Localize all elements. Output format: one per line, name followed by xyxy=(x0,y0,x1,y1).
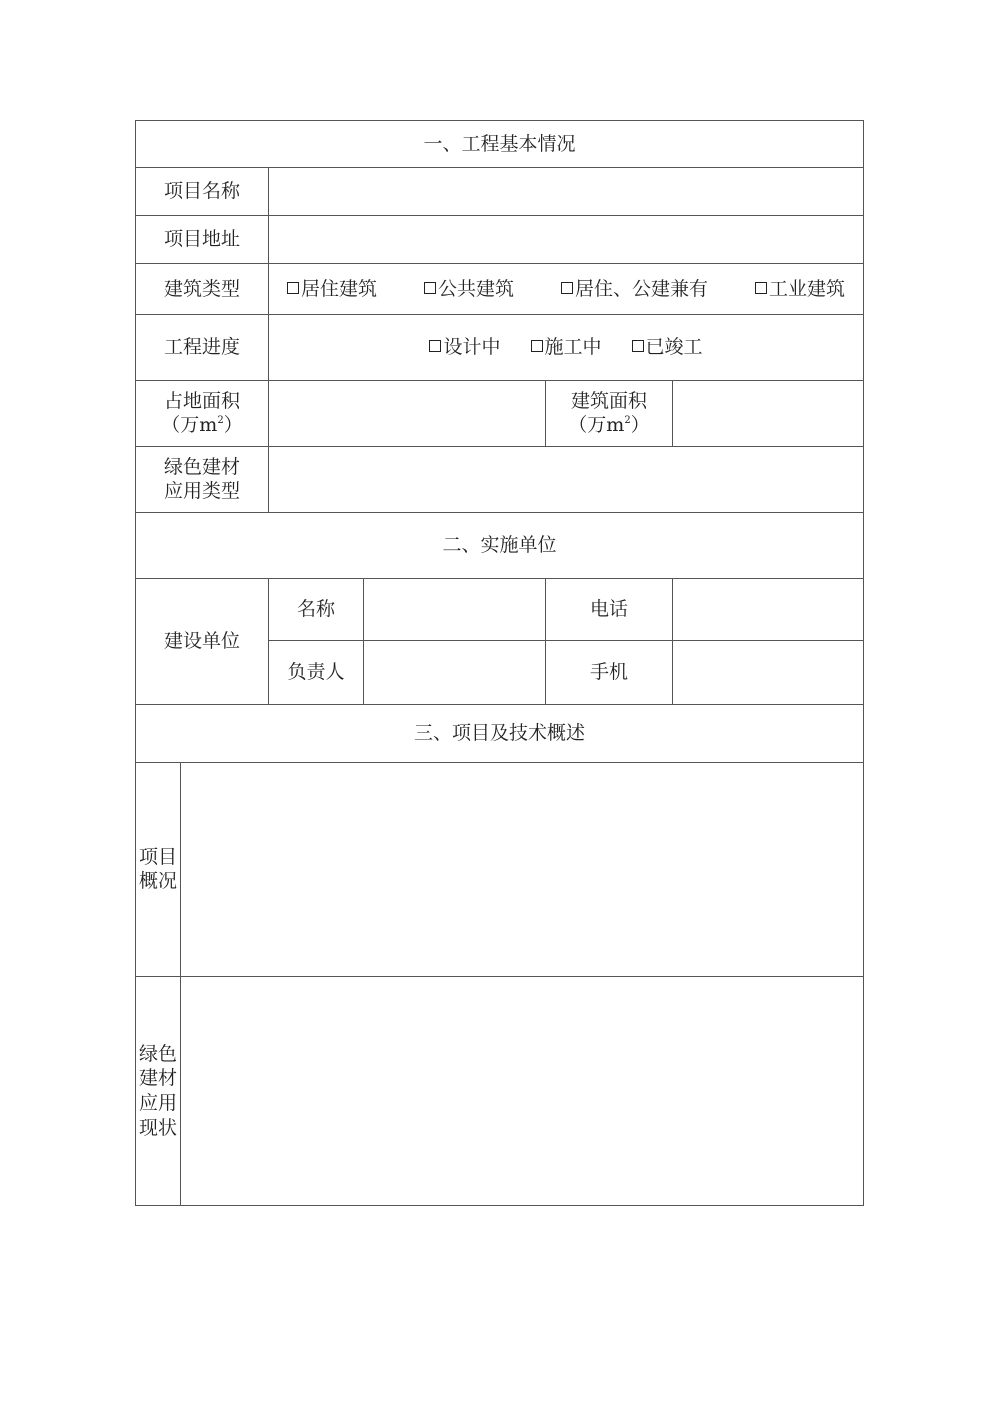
building-type-options xyxy=(269,264,864,314)
checkbox-icon[interactable] xyxy=(755,282,767,294)
checkbox-icon[interactable] xyxy=(632,340,644,352)
building-type-label: 建筑类型 xyxy=(136,264,269,314)
project-overview-label xyxy=(136,762,181,977)
application-form-table xyxy=(135,120,864,1206)
project-name-field[interactable] xyxy=(269,168,864,216)
section-1-title: 一、工程基本情况 xyxy=(136,121,864,168)
construction-unit-label: 建设单位 xyxy=(136,579,269,704)
project-address-field[interactable] xyxy=(269,216,864,264)
project-name-label: 项目名称 xyxy=(136,168,269,216)
option-label: 设计中 xyxy=(443,335,501,358)
label-line: 应用类型 xyxy=(163,480,240,503)
building-type-option-public[interactable] xyxy=(424,277,514,302)
option-label: 居住、公建兼有 xyxy=(575,277,709,300)
green-material-type-label xyxy=(136,446,269,512)
land-area-field[interactable] xyxy=(269,380,546,446)
checkbox-icon[interactable] xyxy=(424,282,436,294)
person-in-charge-label: 负责人 xyxy=(269,641,364,704)
building-area-label xyxy=(546,380,673,446)
option-label: 公共建筑 xyxy=(438,277,515,300)
land-area-label xyxy=(136,380,269,446)
section-2-title: 二、实施单位 xyxy=(136,513,864,579)
project-overview-field[interactable] xyxy=(181,762,864,977)
progress-option-construction[interactable] xyxy=(531,335,602,360)
building-area-unit: （万$m^2$） xyxy=(568,414,650,437)
label-line: 现状 xyxy=(138,1116,177,1139)
progress-options xyxy=(269,314,864,380)
label-line: 绿色 xyxy=(138,1042,177,1065)
progress-option-completed[interactable] xyxy=(632,335,703,360)
checkbox-icon[interactable] xyxy=(561,282,573,294)
land-area-title: 占地面积 xyxy=(163,389,240,412)
phone-label: 电话 xyxy=(546,579,673,641)
mobile-field[interactable] xyxy=(673,641,864,704)
project-address-label: 项目地址 xyxy=(136,216,269,264)
progress-option-design[interactable] xyxy=(429,335,500,360)
checkbox-icon[interactable] xyxy=(287,282,299,294)
checkbox-icon[interactable] xyxy=(531,340,543,352)
unit-name-field[interactable] xyxy=(364,579,546,641)
building-type-option-industrial[interactable] xyxy=(755,277,845,302)
green-material-status-field[interactable] xyxy=(181,977,864,1206)
unit-name-label: 名称 xyxy=(269,579,364,641)
progress-label: 工程进度 xyxy=(136,314,269,380)
label-line: 项目 xyxy=(138,845,177,868)
green-material-status-label xyxy=(136,977,181,1206)
green-material-type-field[interactable] xyxy=(269,446,864,512)
option-label: 居住建筑 xyxy=(301,277,378,300)
option-label: 施工中 xyxy=(544,335,602,358)
label-line: 应用 xyxy=(138,1092,177,1115)
phone-field[interactable] xyxy=(673,579,864,641)
option-label: 工业建筑 xyxy=(769,277,846,300)
building-area-field[interactable] xyxy=(673,380,864,446)
section-3-title: 三、项目及技术概述 xyxy=(136,704,864,762)
label-line: 建材 xyxy=(138,1067,177,1090)
building-type-option-mixed[interactable] xyxy=(561,277,708,302)
land-area-unit: （万$m^2$） xyxy=(161,414,243,437)
label-line: 绿色建材 xyxy=(163,455,240,478)
option-label: 已竣工 xyxy=(645,335,703,358)
building-area-title: 建筑面积 xyxy=(570,389,647,412)
building-type-option-residential[interactable] xyxy=(287,277,377,302)
label-line: 概况 xyxy=(138,870,177,893)
mobile-label: 手机 xyxy=(546,641,673,704)
person-in-charge-field[interactable] xyxy=(364,641,546,704)
checkbox-icon[interactable] xyxy=(429,340,441,352)
